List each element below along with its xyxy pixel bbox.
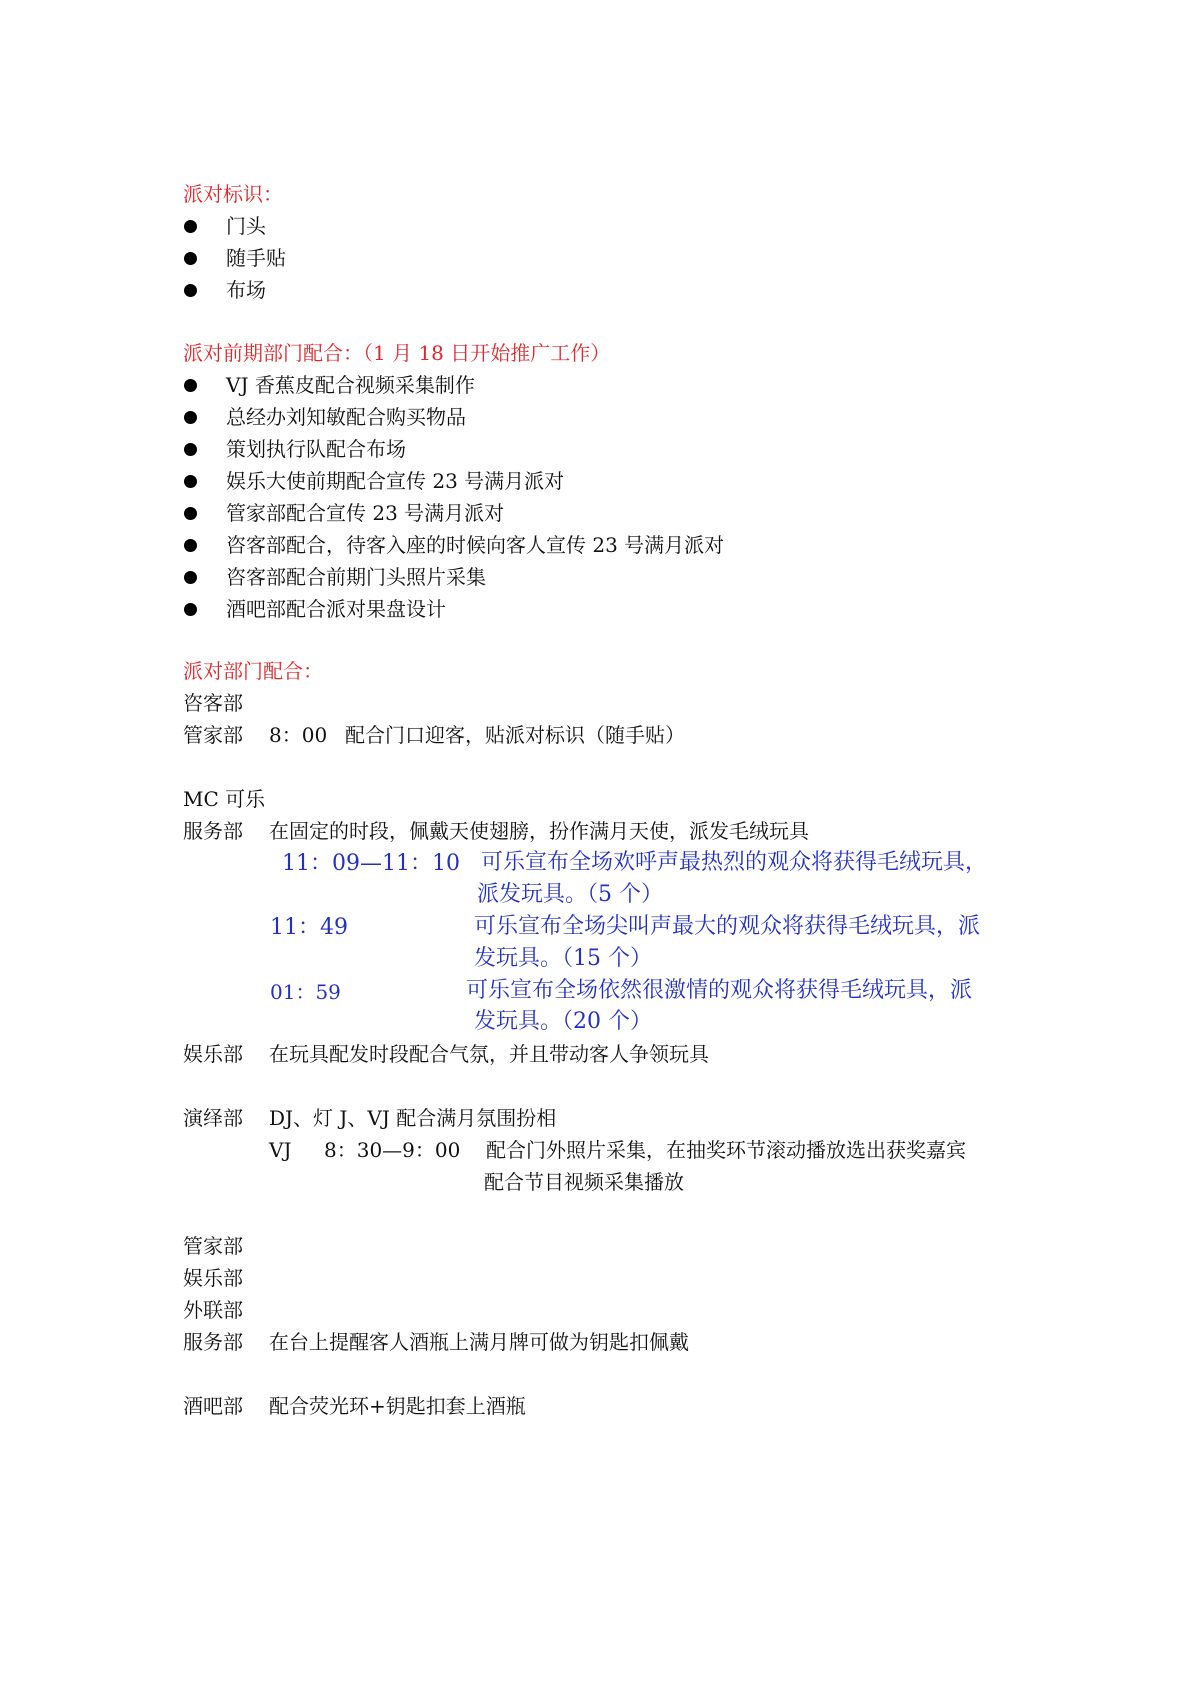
time-label: 8：00 [269,723,328,747]
dept-label: 娱乐部 [183,1266,243,1290]
dept-label: 管家部 [183,1234,243,1258]
task-text: DJ、灯 J、VJ 配合满月氛围扮相 [269,1106,557,1130]
dept-label: 外联部 [183,1298,243,1322]
bullet-icon [184,411,197,424]
task-text: 配合门口迎客，贴派对标识（随手贴） [345,723,685,747]
task-text: 配合节目视频采集播放 [484,1170,684,1194]
bullet-icon [184,571,197,584]
bullet-icon [184,507,197,520]
schedule-time: 11：09—11：10 [282,851,460,876]
dept-label: 娱乐部 [183,1042,243,1066]
schedule-text: 发玩具。（15 个） [474,946,652,971]
bullet-icon [184,284,197,297]
dept-label: 演绎部 [183,1106,243,1130]
list-item: 总经办刘知敏配合购买物品 [226,405,466,429]
bullet-icon [184,475,197,488]
schedule-text: 可乐宣布全场欢呼声最热烈的观众将获得毛绒玩具， [481,850,988,875]
schedule-time: 01：59 [270,980,341,1004]
bullet-icon [184,539,197,552]
task-text: 在台上提醒客人酒瓶上满月牌可做为钥匙扣佩戴 [269,1330,689,1354]
section-heading: 派对部门配合： [183,659,323,683]
dept-label: 管家部 [183,723,243,747]
list-item: 娱乐大使前期配合宣传 23 号满月派对 [226,469,565,493]
task-text: 在固定的时段，佩戴天使翅膀，扮作满月天使，派发毛绒玩具 [269,819,809,843]
section-heading: 派对标识： [183,182,283,206]
section-heading: 派对前期部门配合：（1 月 18 日开始推广工作） [183,341,611,365]
dept-label: 服务部 [183,1330,243,1354]
schedule-text: 可乐宣布全场尖叫声最大的观众将获得毛绒玩具，派 [474,914,981,939]
list-item: 管家部配合宣传 23 号满月派对 [226,501,505,525]
bullet-icon [184,443,197,456]
list-item: 布场 [226,278,266,302]
time-label: 8：30—9：00 [324,1138,461,1162]
list-item: 酒吧部配合派对果盘设计 [226,597,446,621]
schedule-text: 可乐宣布全场依然很激情的观众将获得毛绒玩具，派 [466,978,973,1003]
schedule-text: 发玩具。（20 个） [474,1009,652,1034]
list-item: 门头 [226,214,266,238]
list-item: 咨客部配合，待客入座的时候向客人宣传 23 号满月派对 [226,533,725,557]
bullet-icon [184,603,197,616]
list-item: VJ 香蕉皮配合视频采集制作 [226,373,475,397]
mc-label: MC 可乐 [183,787,266,811]
list-item: 咨客部配合前期门头照片采集 [226,565,486,589]
task-text: 配合门外照片采集，在抽奖环节滚动播放选出获奖嘉宾 [486,1138,966,1162]
vj-label: VJ [269,1138,292,1162]
schedule-text: 派发玩具。（5 个） [477,882,663,907]
task-text: 配合荧光环+钥匙扣套上酒瓶 [269,1394,526,1418]
schedule-time: 11：49 [270,915,348,940]
task-text: 在玩具配发时段配合气氛，并且带动客人争领玩具 [269,1042,709,1066]
bullet-icon [184,252,197,265]
bullet-icon [184,220,197,233]
list-item: 策划执行队配合布场 [226,437,406,461]
dept-label: 服务部 [183,819,243,843]
dept-label: 酒吧部 [183,1394,243,1418]
dept-label: 咨客部 [183,691,243,715]
bullet-icon [184,379,197,392]
list-item: 随手贴 [226,246,286,270]
